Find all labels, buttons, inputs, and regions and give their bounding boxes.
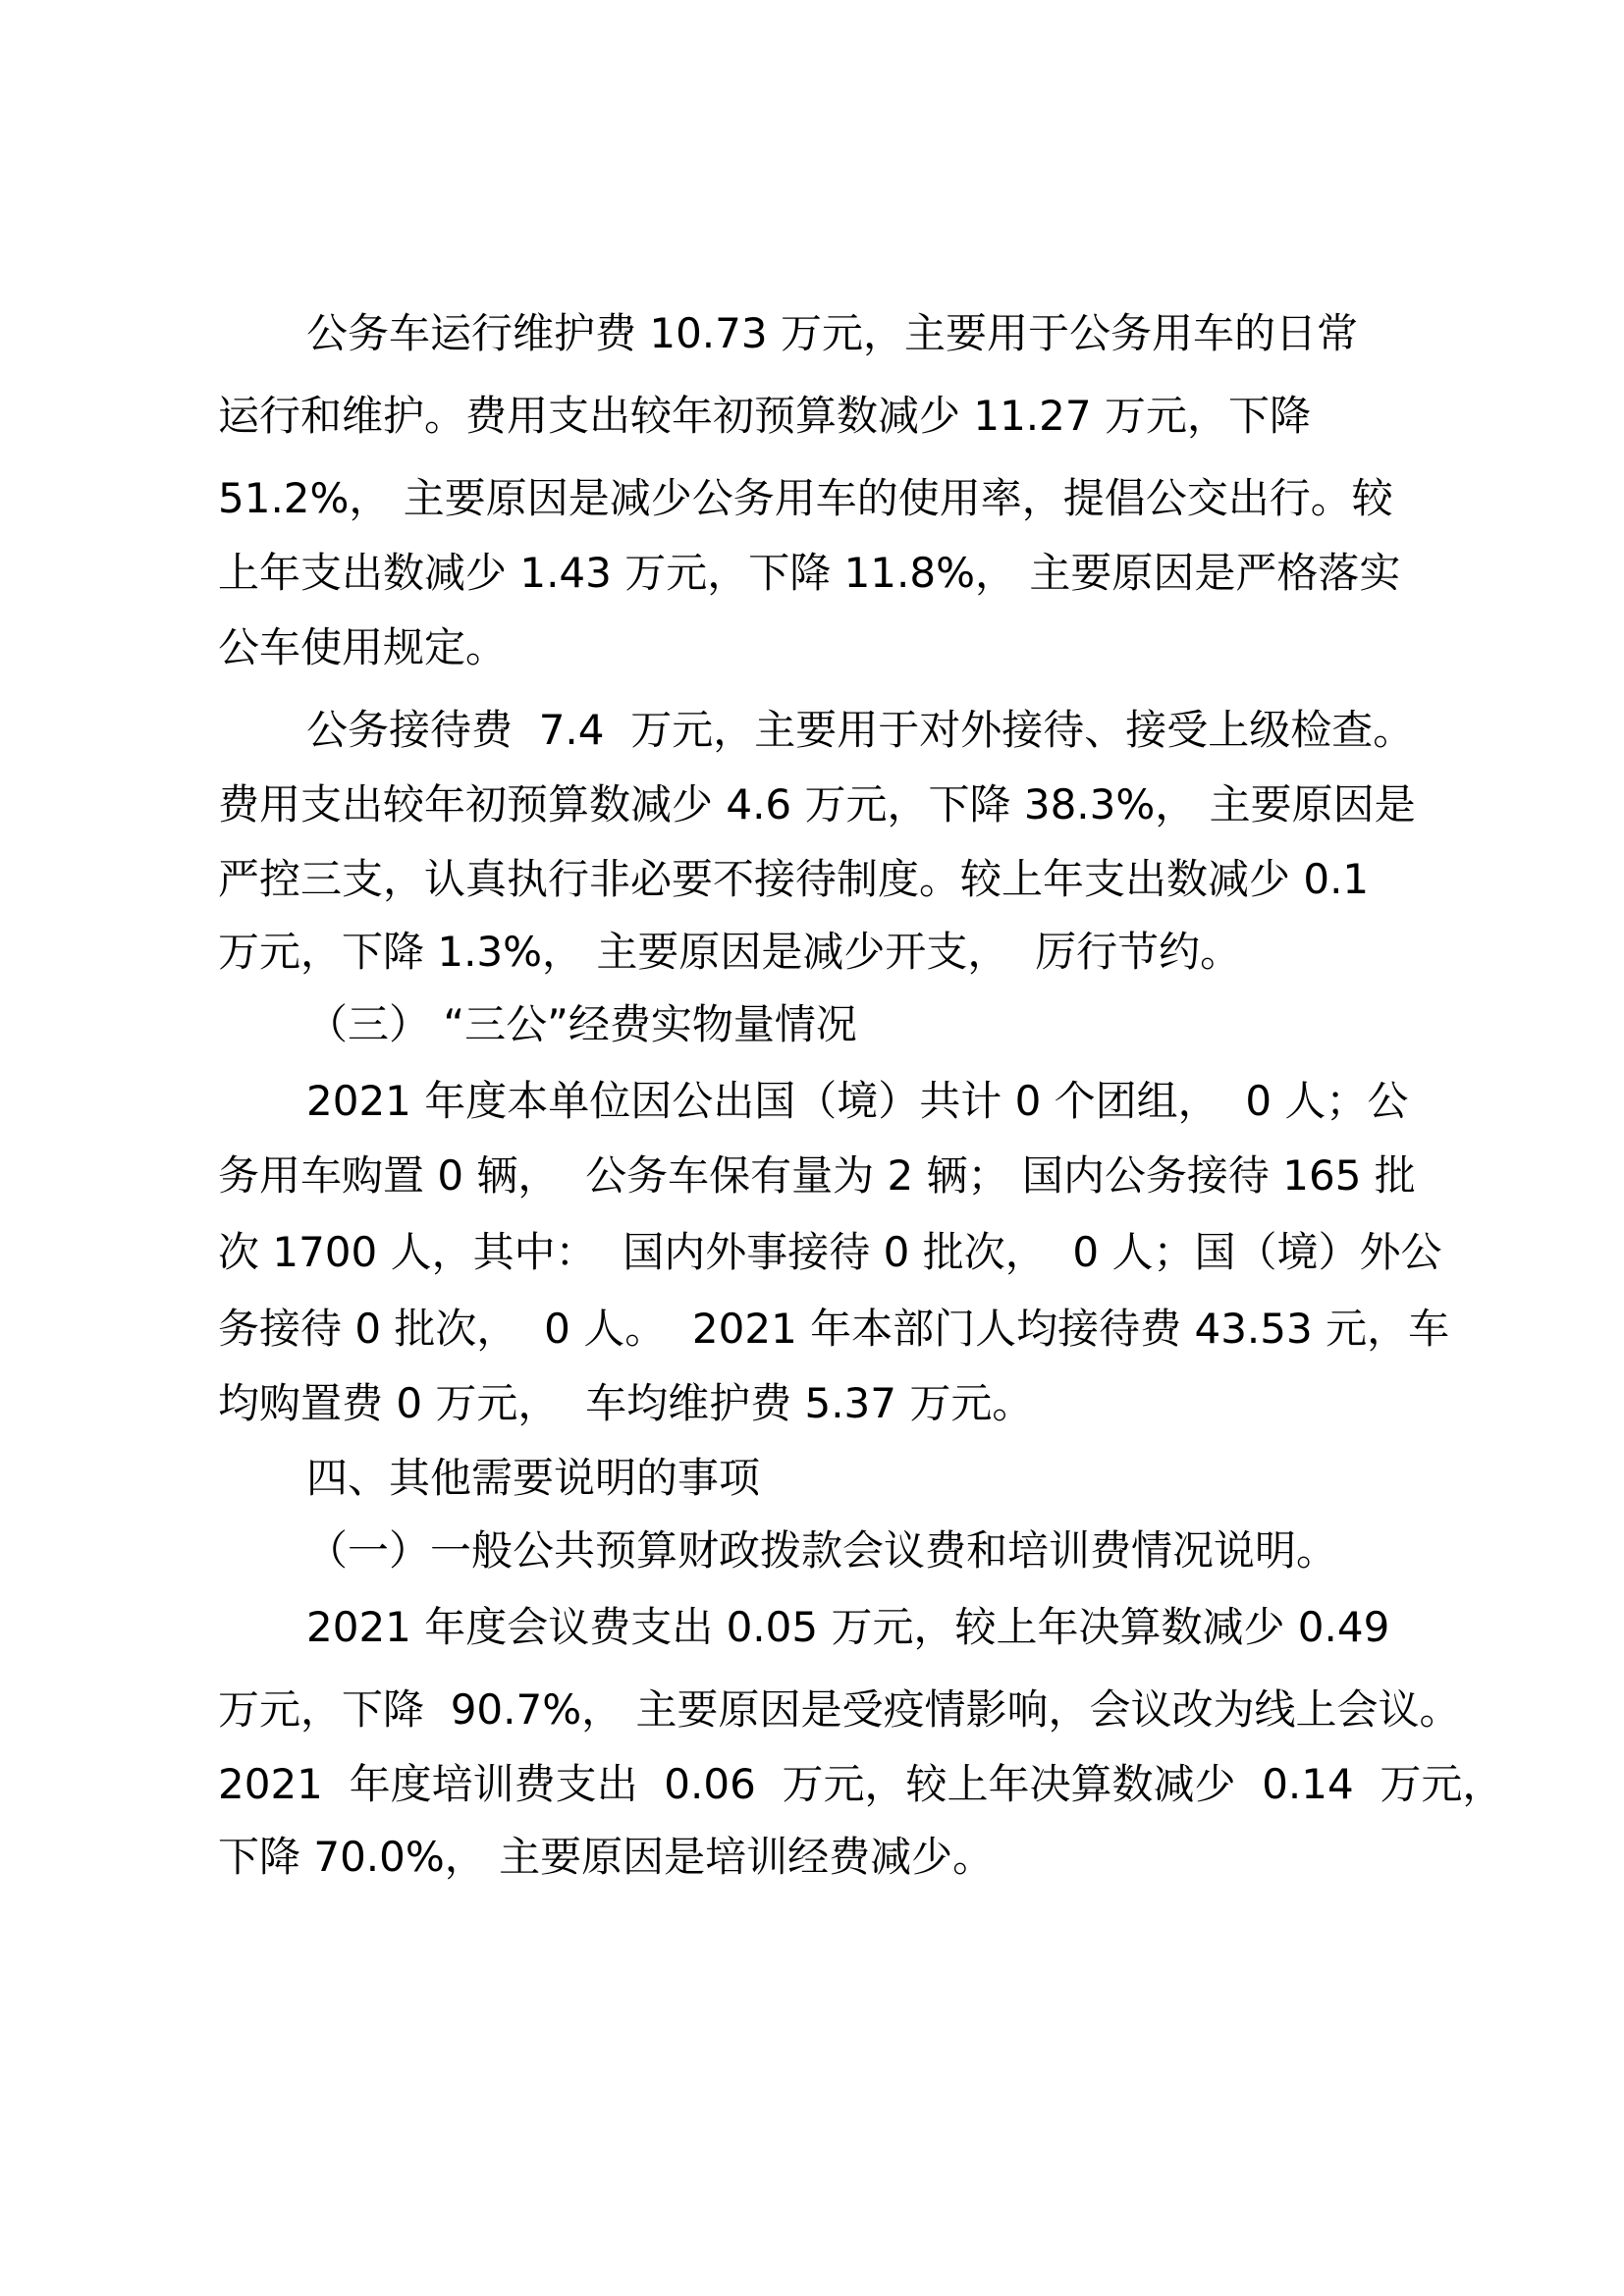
paragraph-line: 务用车购置 0 辆， 公务车保有量为 2 辆； 国内公务接待 165 批 (218, 1151, 1416, 1200)
paragraph-line: 公务车运行维护费 10.73 万元，主要用于公务用车的日常 (306, 309, 1358, 357)
paragraph-line: 公车使用规定。 (218, 623, 508, 671)
paragraph-line: 费用支出较年初预算数减少 4.6 万元，下降 38.3%， 主要原因是 (218, 780, 1416, 828)
paragraph-line: 2021 年度培训费支出 0.06 万元，较上年决算数减少 0.14 万元， (218, 1760, 1504, 1808)
section-heading: 四、其他需要说明的事项 (306, 1454, 761, 1502)
paragraph-line: 万元，下降 90.7%， 主要原因是受疫情影响，会议改为线上会议。 (218, 1685, 1461, 1734)
paragraph-line: 公务接待费 7.4 万元，主要用于对外接待、接受上级检查。 (306, 706, 1415, 754)
paragraph-line: 下降 70.0%， 主要原因是培训经费减少。 (218, 1833, 995, 1881)
paragraph-line: 运行和维护。费用支出较年初预算数减少 11.27 万元，下降 (218, 392, 1311, 440)
section-heading: （三） “三公”经费实物量情况 (306, 1000, 857, 1048)
paragraph-line: 万元，下降 1.3%， 主要原因是减少开支， 厉行节约。 (218, 928, 1242, 976)
paragraph-line: 2021 年度本单位因公出国（境）共计 0 个团组， 0 人；公 (306, 1077, 1409, 1125)
section-subheading: （一）一般公共预算财政拨款会议费和培训费情况说明。 (306, 1526, 1338, 1575)
paragraph-line: 51.2%， 主要原因是减少公务用车的使用率，提倡公交出行。较 (218, 474, 1393, 522)
paragraph-line: 2021 年度会议费支出 0.05 万元，较上年决算数减少 0.49 (306, 1603, 1390, 1651)
paragraph-line: 上年支出数减少 1.43 万元，下降 11.8%， 主要原因是严格落实 (218, 549, 1401, 597)
paragraph-line: 均购置费 0 万元， 车均维护费 5.37 万元。 (218, 1379, 1034, 1427)
paragraph-line: 务接待 0 批次， 0 人。 2021 年本部门人均接待费 43.53 元，车 (218, 1305, 1450, 1353)
paragraph-line: 次 1700 人，其中： 国内外事接待 0 批次， 0 人；国（境）外公 (218, 1228, 1442, 1276)
paragraph-line: 严控三支，认真执行非必要不接待制度。较上年支出数减少 0.1 (218, 855, 1370, 903)
